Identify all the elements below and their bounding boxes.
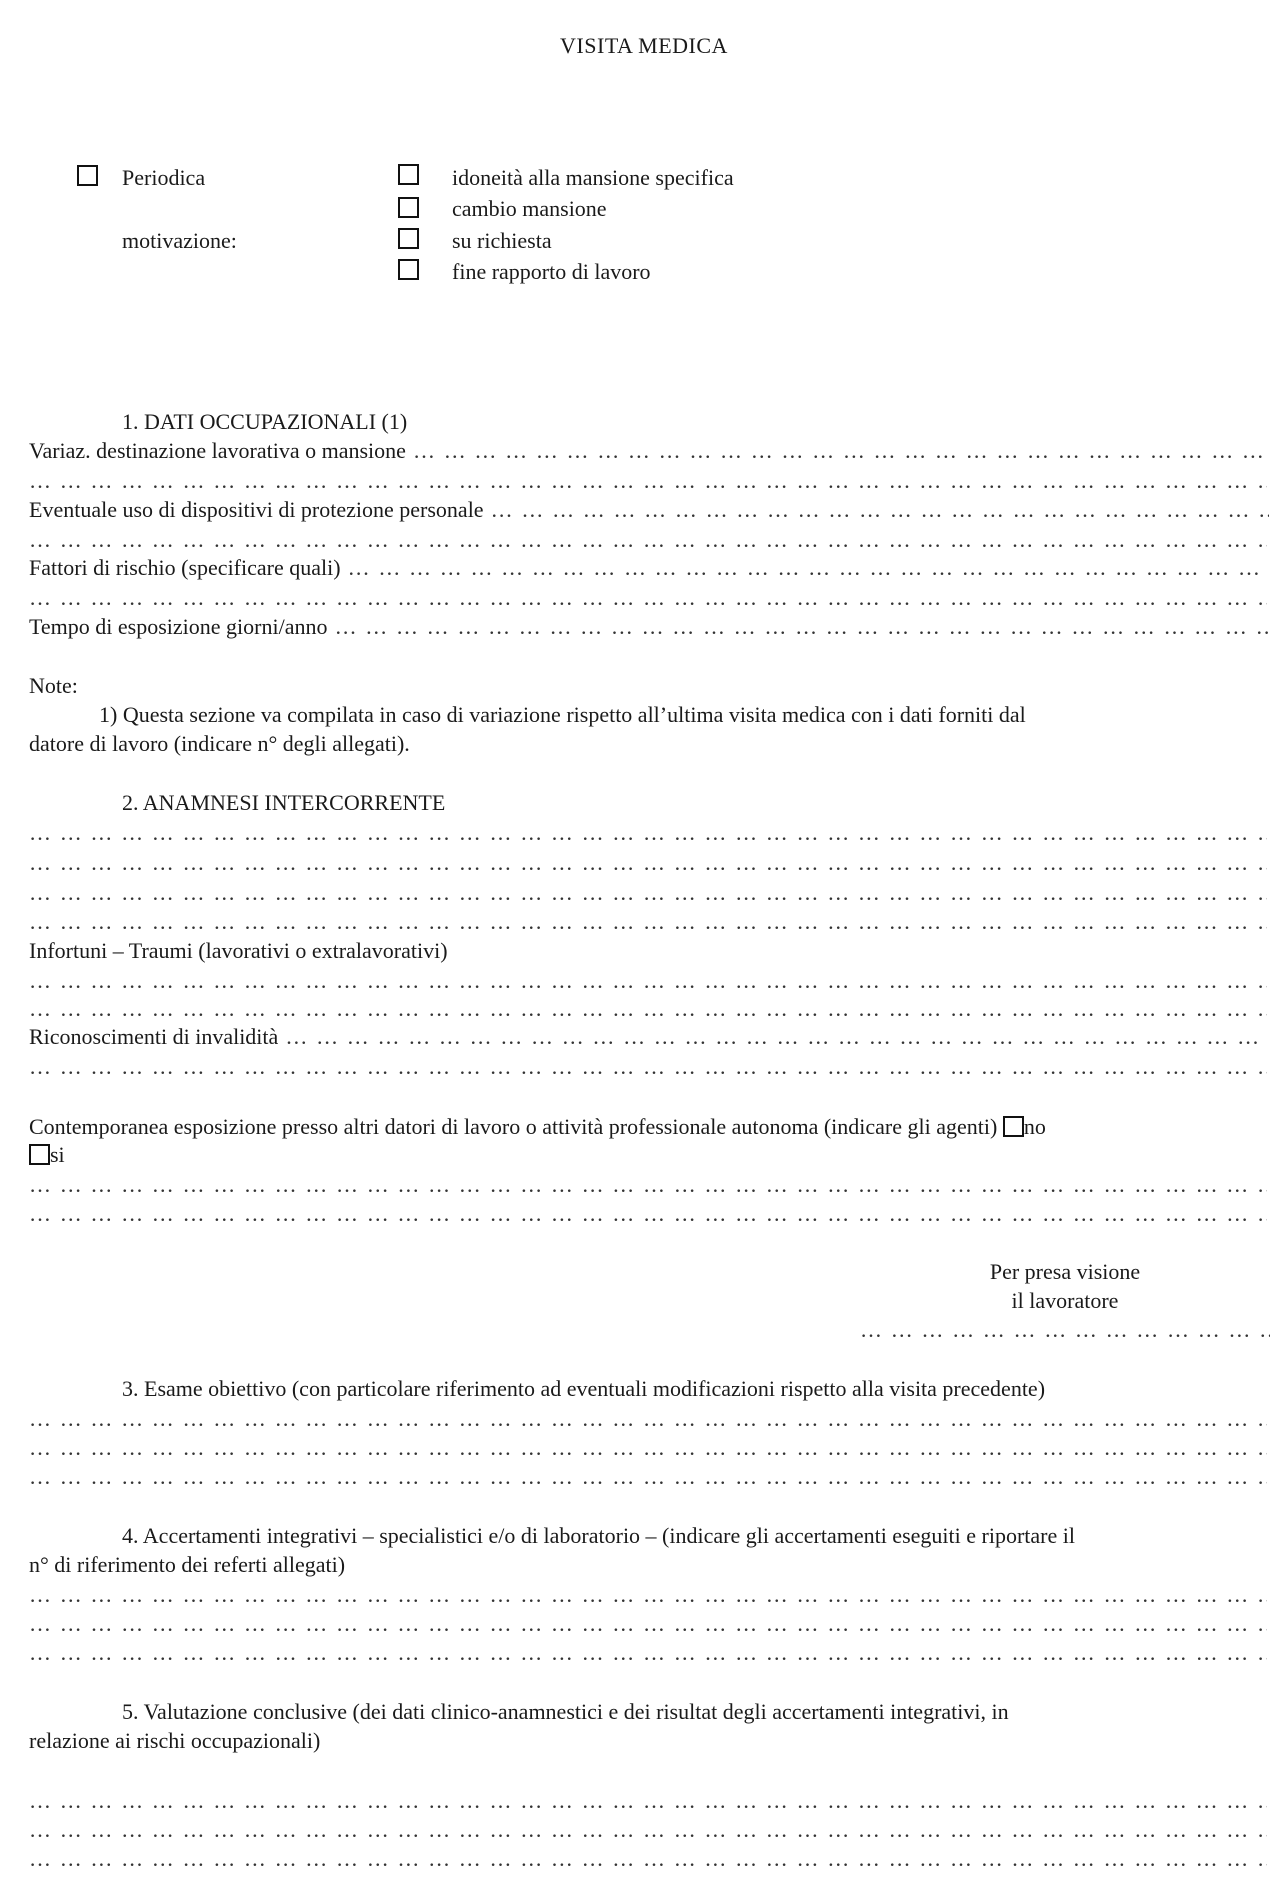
- section1-heading: 1. DATI OCCUPAZIONALI (1): [122, 409, 408, 434]
- cambio-mansione-checkbox[interactable]: [398, 197, 419, 218]
- section5-heading: 5. Valutazione conclusive (dei dati clinico-anamnestici e dei risultat degli accertamenti integrativi, in: [122, 1699, 1009, 1724]
- form-title: VISITA MEDICA: [560, 33, 728, 58]
- signature-line[interactable]: [860, 1315, 1270, 1345]
- dotted-fill: [484, 497, 1269, 522]
- dotted-line[interactable]: [29, 1786, 1267, 1816]
- si-checkbox[interactable]: [29, 1144, 50, 1165]
- dotted-line[interactable]: [29, 1433, 1267, 1463]
- dotted-line[interactable]: [29, 1844, 1267, 1874]
- fine-rapporto-label: fine rapporto di lavoro: [452, 259, 651, 284]
- periodica-label: Periodica: [122, 165, 206, 190]
- section5-heading-cont: relazione ai rischi occupazionali): [29, 1728, 321, 1753]
- esposizione-label: Contemporanea esposizione presso altri datori di lavoro o attività professionale autonoma (indicare gli agenti): [29, 1114, 998, 1139]
- periodica-checkbox[interactable]: [77, 165, 98, 186]
- dotted-line[interactable]: [29, 1170, 1267, 1200]
- dotted-line[interactable]: [29, 994, 1267, 1024]
- dotted-line[interactable]: [29, 966, 1267, 996]
- presa-visione-label: Per presa visione: [989, 1259, 1141, 1284]
- cambio-mansione-label: cambio mansione: [452, 196, 607, 221]
- fattori-rischio-field[interactable]: [29, 553, 1269, 583]
- infortuni-label: Infortuni – Traumi (lavorativi o extralavorativi): [29, 938, 448, 963]
- no-label: no: [1023, 1114, 1046, 1139]
- dotted-line[interactable]: [29, 848, 1267, 878]
- dotted-line[interactable]: [29, 1199, 1267, 1229]
- section4-heading: 4. Accertamenti integrativi – specialistici e/o di laboratorio – (indicare gli accertamenti eseguiti e riportare il: [122, 1523, 1075, 1548]
- dotted-line[interactable]: [29, 907, 1267, 937]
- section3-heading: 3. Esame obiettivo (con particolare riferimento ad eventuali modificazioni rispetto alla visita precedente): [122, 1376, 1046, 1401]
- tempo-esposizione-field[interactable]: [29, 612, 1269, 642]
- dotted-fill: [278, 1024, 1269, 1049]
- si-label: si: [50, 1142, 65, 1167]
- dotted-fill: [341, 555, 1269, 580]
- dotted-line[interactable]: [29, 583, 1267, 613]
- dotted-line[interactable]: [29, 818, 1267, 848]
- dotted-line[interactable]: [29, 1638, 1267, 1668]
- su-richiesta-label: su richiesta: [452, 228, 552, 253]
- variaz-field[interactable]: [29, 436, 1269, 466]
- section4-heading-cont: n° di riferimento dei referti allegati): [29, 1552, 346, 1577]
- variaz-label: Variaz. destinazione lavorativa o mansione: [29, 438, 406, 463]
- dotted-fill: [406, 438, 1269, 463]
- dotted-line[interactable]: [29, 1404, 1267, 1434]
- si-option: [29, 1140, 65, 1170]
- fine-rapporto-checkbox[interactable]: [398, 259, 419, 280]
- dotted-fill: [327, 614, 1269, 639]
- no-checkbox[interactable]: [1003, 1116, 1024, 1137]
- esposizione-text: [29, 1112, 1046, 1142]
- dotted-line[interactable]: [29, 525, 1267, 555]
- dotted-line[interactable]: [29, 1815, 1267, 1845]
- su-richiesta-checkbox[interactable]: [398, 228, 419, 249]
- lavoratore-label: il lavoratore: [1011, 1288, 1119, 1313]
- note-label: Note:: [29, 673, 78, 698]
- invalidita-label: Riconoscimenti di invalidità: [29, 1024, 279, 1049]
- dotted-line[interactable]: [29, 1609, 1267, 1639]
- dotted-line[interactable]: [29, 878, 1267, 908]
- dotted-line[interactable]: [29, 1580, 1267, 1610]
- dpi-label: Eventuale uso di dispositivi di protezione personale: [29, 497, 484, 522]
- idoneita-checkbox[interactable]: [398, 164, 419, 185]
- note-text: 1) Questa sezione va compilata in caso di variazione rispetto all’ultima visita medica con i dati forniti dal: [99, 702, 1026, 727]
- tempo-esposizione-label: Tempo di esposizione giorni/anno: [29, 614, 328, 639]
- dotted-line[interactable]: [29, 466, 1267, 496]
- dpi-field[interactable]: [29, 495, 1269, 525]
- fattori-rischio-label: Fattori di rischio (specificare quali): [29, 555, 341, 580]
- invalidita-field[interactable]: [29, 1022, 1269, 1052]
- motivazione-label: motivazione:: [122, 228, 237, 253]
- dotted-line[interactable]: [29, 1052, 1267, 1082]
- dotted-line[interactable]: [29, 1462, 1267, 1492]
- note-text-cont: datore di lavoro (indicare n° degli allegati).: [29, 731, 410, 756]
- section2-heading: 2. ANAMNESI INTERCORRENTE: [122, 790, 446, 815]
- idoneita-label: idoneità alla mansione specifica: [452, 165, 734, 190]
